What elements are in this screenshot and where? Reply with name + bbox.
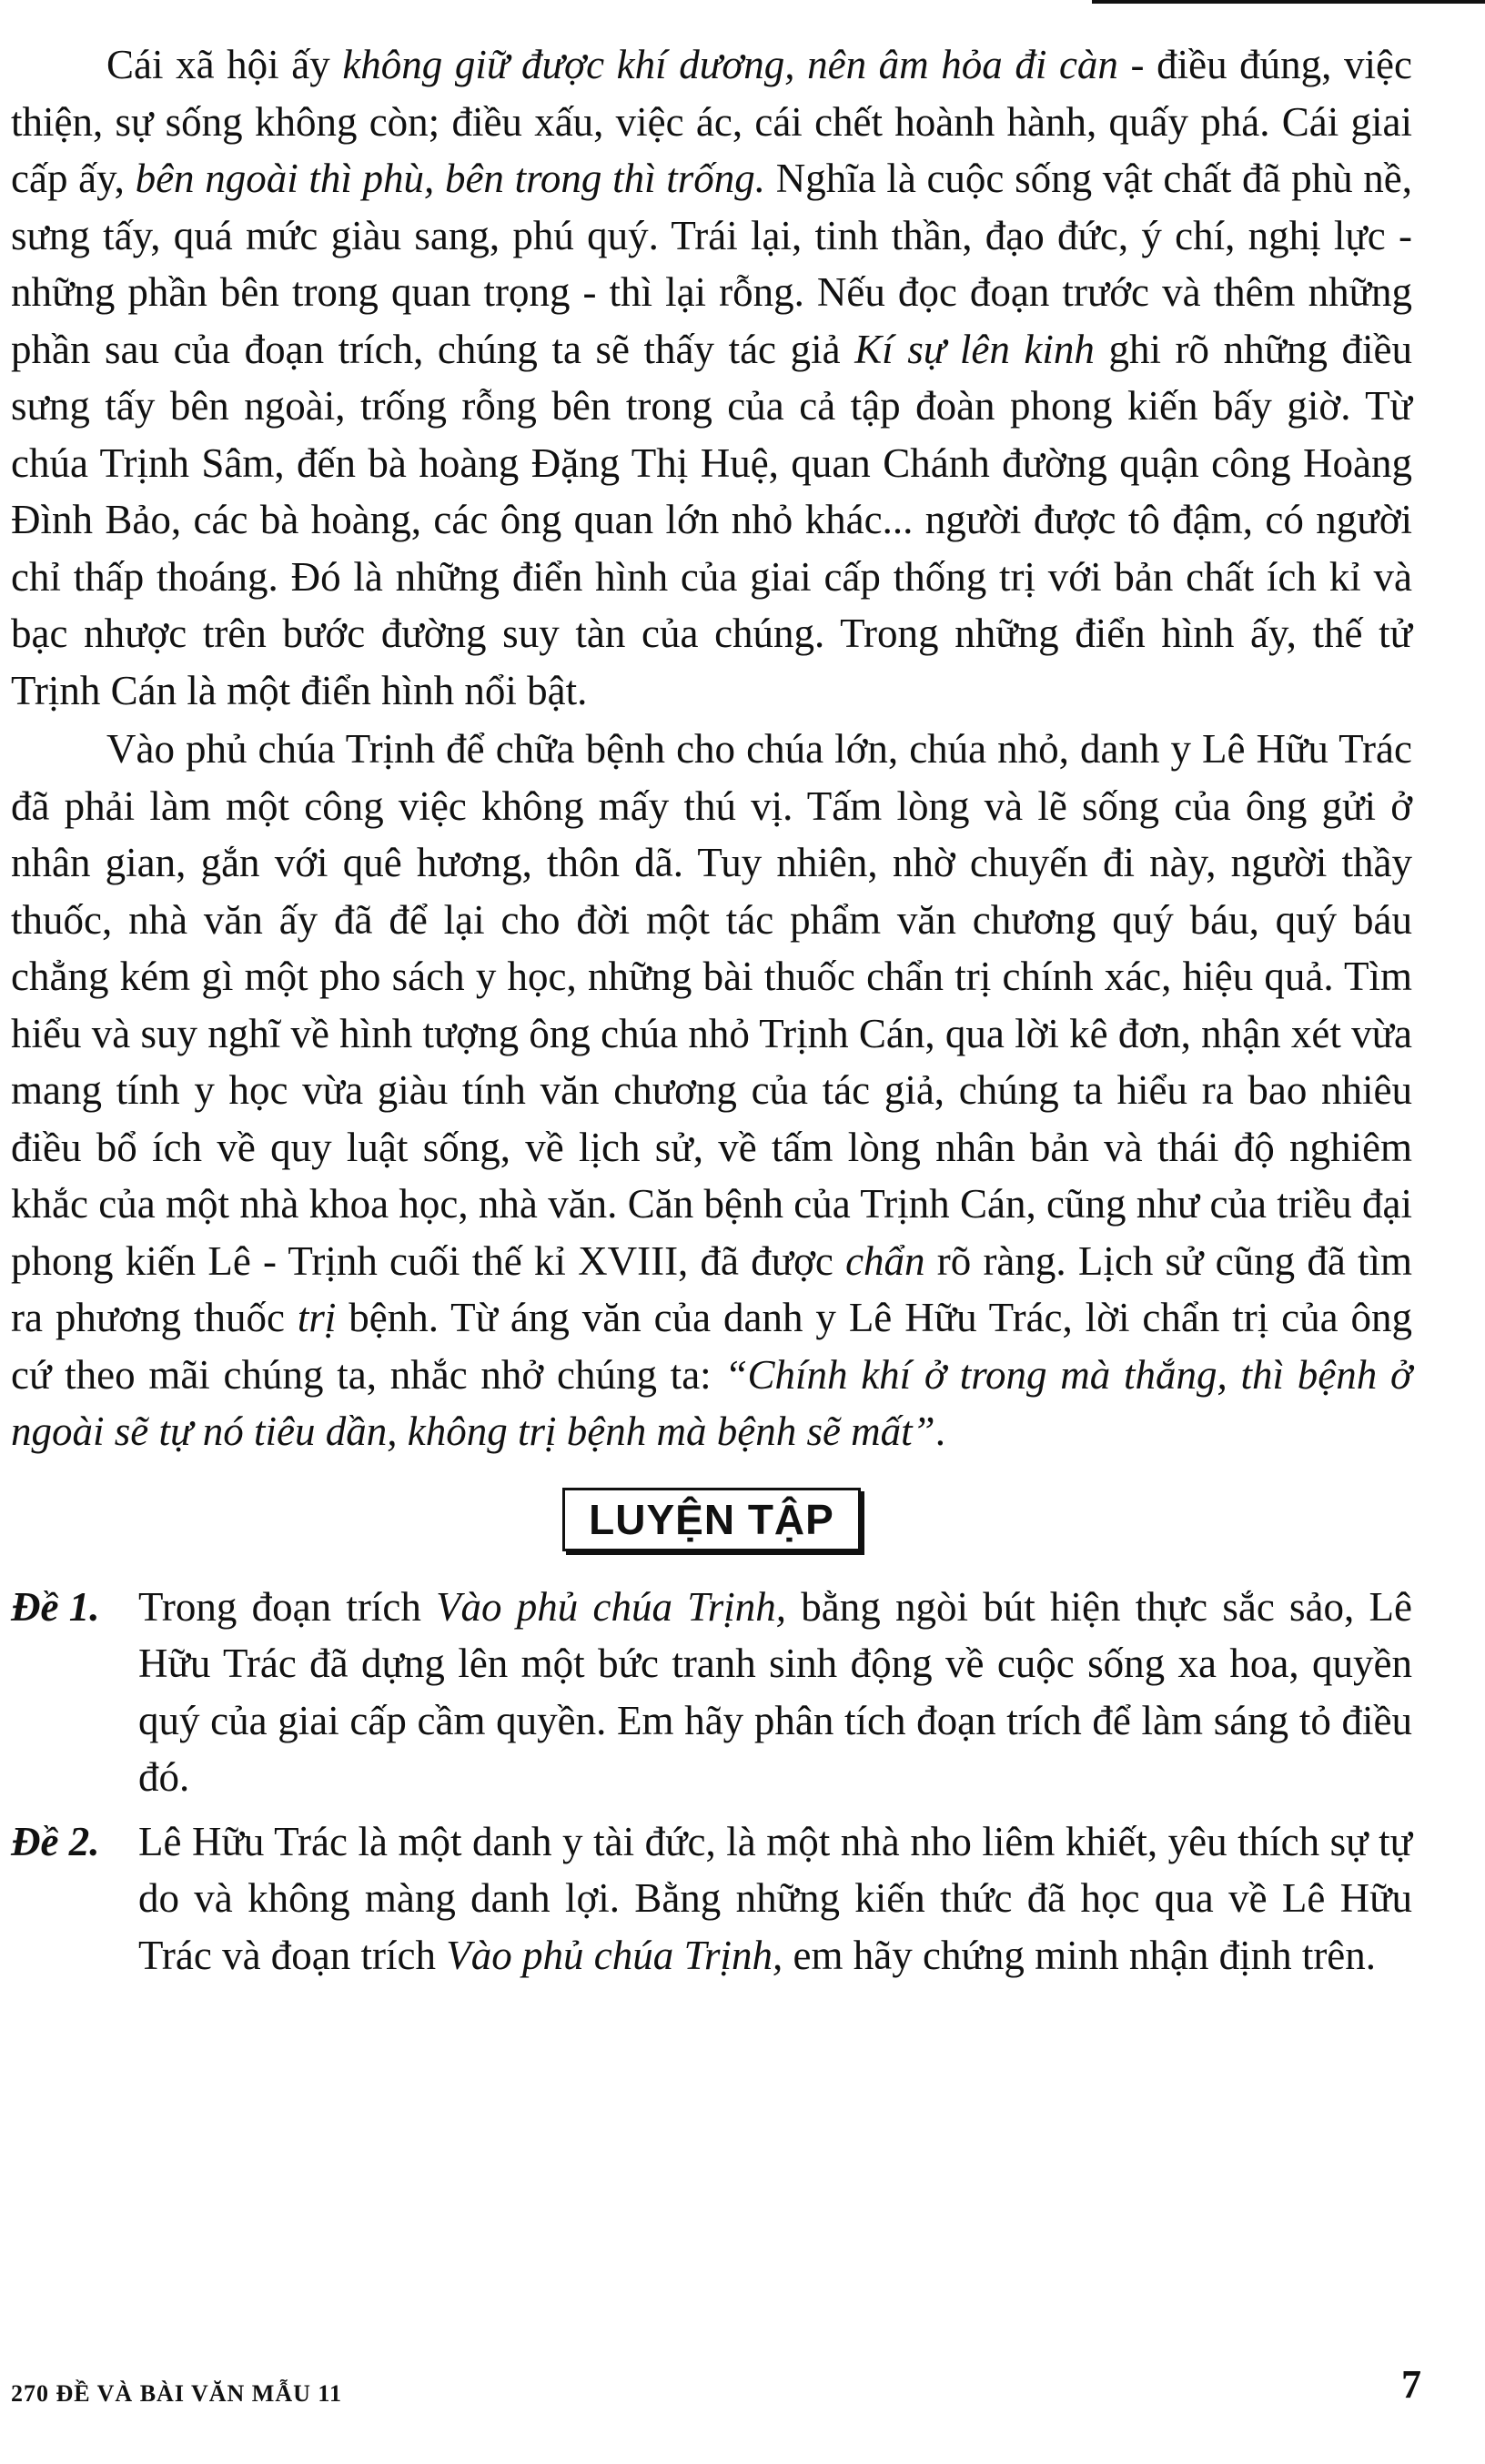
- section-heading: LUYỆN TẬP: [562, 1488, 861, 1551]
- book-title: 270 ĐỀ VÀ BÀI VĂN MẪU 11: [11, 2380, 342, 2407]
- exercise-2: [11, 1813, 1412, 1984]
- paragraph-1: Cái xã hội ấy không giữ được khí dương, nên âm hỏa đi càn - điều đúng, việc thiện, sự sống không còn; điều xấu, việc ác, cái chết hoành hành, quấy phá. Cái giai cấp ấy, bên ngoài thì phù, bên trong thì trống. Nghĩa là cuộc sống vật chất đã phù nề, sưng tấy, quá mức giàu sang, phú quý. Trái lại, tinh thần, đạo đức, ý chí, nghị lực - những phần bên trong quan trọng - thì lại rỗng. Nếu đọc đoạn trước và thêm những phần sau của đoạn trích, chúng ta sẽ thấy tác giả Kí sự lên kinh ghi rõ những điều sưng tấy bên ngoài, trống rỗng bên trong của cả tập đoàn phong kiến bấy giờ. Từ chúa Trịnh Sâm, đến bà hoàng Đặng Thị Huệ, quan Chánh đường quận công Hoàng Đình Bảo, các bà hoàng, các ông quan lớn nhỏ khác... người được tô đậm, có người chỉ thấp thoáng. Đó là những điển hình của giai cấp thống trị với bản chất ích kỉ và bạc nhược trên bước đường suy tàn của chúng. Trong những điển hình ấy, thế tử Trịnh Cán là một điển hình nổi bật.: [11, 42, 1413, 713]
- page-content: [11, 36, 1412, 1991]
- paragraph-2: Vào phủ chúa Trịnh để chữa bệnh cho chúa lớn, chúa nhỏ, danh y Lê Hữu Trác đã phải làm một công việc không mấy thú vị. Tấm lòng và lẽ sống của ông gửi ở nhân gian, gắn với quê hương, thôn dã. Tuy nhiên, nhờ chuyến đi này, người thầy thuốc, nhà văn ấy đã để lại cho đời một tác phẩm văn chương quý báu, quý báu chẳng kém gì một pho sách y học, những bài thuốc chẩn trị chính xác, hiệu quả. Tìm hiểu và suy nghĩ về hình tượng ông chúa nhỏ Trịnh Cán, qua lời kê đơn, nhận xét vừa mang tính y học vừa giàu tính văn chương của tác giả, chúng ta hiểu ra bao nhiêu điều bổ ích về quy luật sống, về lịch sử, về tấm lòng nhân bản và thái độ nghiêm khắc của một nhà khoa học, nhà văn. Căn bệnh của Trịnh Cán, cũng như của triều đại phong kiến Lê - Trịnh cuối thế kỉ XVIII, đã được chẩn rõ ràng. Lịch sử cũng đã tìm ra phương thuốc trị bệnh. Từ áng văn của danh y Lê Hữu Trác, lời chẩn trị của ông cứ theo mãi chúng ta, nhắc nhở chúng ta: “Chính khí ở trong mà thắng, thì bệnh ở ngoài sẽ tự nó tiêu dần, không trị bệnh mà bệnh sẽ mất”.: [11, 726, 1413, 1454]
- exercise-1-label: Đề 1.: [11, 1583, 100, 1630]
- exercise-1-text: Trong đoạn trích Vào phủ chúa Trịnh, bằng ngòi bút hiện thực sắc sảo, Lê Hữu Trác đã dựng lên một bức tranh sinh động về cuộc sống xa hoa, quyền quý của giai cấp cầm quyền. Em hãy phân tích đoạn trích để làm sáng tỏ điều đó.: [138, 1583, 1412, 1800]
- page-number: 7: [1401, 2362, 1421, 2407]
- exercise-2-label: Đề 2.: [11, 1818, 100, 1864]
- exercise-1: [11, 1579, 1412, 1806]
- exercise-2-text: Lê Hữu Trác là một danh y tài đức, là một nhà nho liêm khiết, yêu thích sự tự do và không màng danh lợi. Bằng những kiến thức đã học qua về Lê Hữu Trác và đoạn trích Vào phủ chúa Trịnh, em hãy chứng minh nhận định trên.: [138, 1818, 1412, 1978]
- page-footer: [11, 2361, 1421, 2408]
- top-border-line: [1092, 0, 1485, 4]
- section-heading-wrap: [11, 1488, 1412, 1551]
